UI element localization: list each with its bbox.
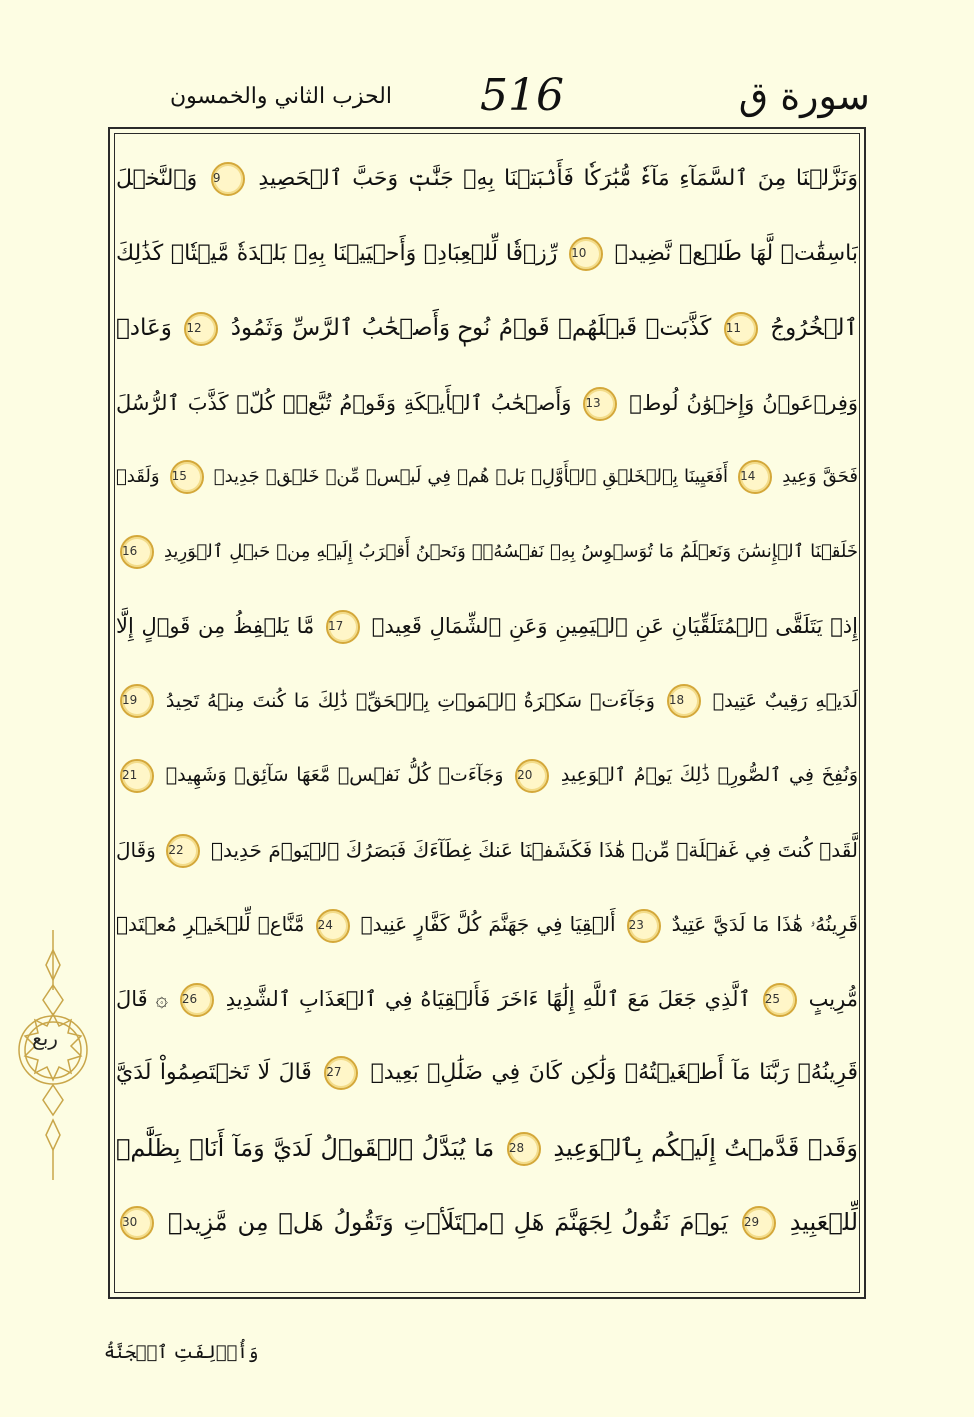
ayah-number-marker: 23 (627, 909, 661, 943)
page-header (110, 70, 870, 125)
verse-text: وَقَدۡ قَدَّمۡتُ إِلَيۡكُم بِٱلۡوَعِيدِ (553, 1133, 858, 1162)
verse-text: قَالَ لَا تَخۡتَصِمُواْ لَدَيَّ (116, 1060, 312, 1085)
verse-line (116, 664, 858, 739)
verse-text: لِّلۡعَبِيدِ (789, 1208, 858, 1236)
verse-text: وَلَقَدۡ (116, 466, 160, 487)
ayah-number-marker: 29 (742, 1206, 776, 1240)
ayah-number-marker: 14 (738, 460, 772, 494)
rub-ornament-icon (8, 930, 98, 1180)
ayah-number-marker: 18 (667, 684, 701, 718)
ayah-number-marker: 30 (120, 1206, 154, 1240)
verse-text: وَنُفِخَ فِي ٱلصُّورِۚ ذَٰلِكَ يَوۡمُ ٱلۡوَعِيدِ (560, 764, 858, 786)
verse-text: كَذَّبَتۡ قَبۡلَهُمۡ قَوۡمُ نُوحٖ وَأَصۡحَٰبُ ٱلرَّسِّ وَثَمُودُ (230, 315, 712, 341)
verse-text: أَلۡقِيَا فِي جَهَنَّمَ كُلَّ كَفَّارٍ عَنِيدٖ (360, 912, 616, 936)
verse-text: مُّرِيبٍ (808, 986, 858, 1011)
verse-text: لَّقَدۡ كُنتَ فِي غَفۡلَةٖ مِّنۡ هَٰذَا فَكَشَفۡنَا عَنكَ غِطَآءَكَ فَبَصَرُكَ ٱلۡيَوۡمَ حَدِيدٞ (210, 837, 858, 862)
verse-text: ٱلَّذِي جَعَلَ مَعَ ٱللَّهِ إِلَٰهًا ءَاخَرَ فَأَلۡقِيَاهُ فِي ٱلۡعَذَابِ ٱلشَّدِيدِ (225, 986, 751, 1011)
verse-text: رِّزۡقٗا لِّلۡعِبَادِۖ وَأَحۡيَيۡنَا بِهِۦ بَلۡدَةٗ مَّيۡتٗاۚ كَذَٰلِكَ (116, 240, 558, 266)
verse-text: وَجَآءَتۡ سَكۡرَةُ ٱلۡمَوۡتِ بِٱلۡحَقِّۖ ذَٰلِكَ مَا كُنتَ مِنۡهُ تَحِيدُ (165, 689, 655, 712)
verse-text: وَجَآءَتۡ كُلُّ نَفۡسٖ مَّعَهَا سَآئِقٞ وَشَهِيدٞ (165, 764, 504, 786)
ayah-number-marker: 26 (180, 983, 214, 1017)
surah-name: سورة ق (738, 74, 870, 118)
ayah-number-marker: 11 (724, 312, 758, 346)
verse-line (116, 515, 858, 590)
verse-line (116, 142, 858, 217)
verse-text: بَاسِقَٰتٖ لَّهَا طَلۡعٞ نَّضِيدٞ (614, 240, 858, 266)
verse-text: لَدَيۡهِ رَقِيبٌ عَتِيدٞ (712, 689, 858, 712)
ayah-number-marker: 28 (507, 1132, 541, 1166)
ayah-number-marker: 15 (170, 460, 204, 494)
verse-text: ٱلۡخُرُوجُ (770, 315, 858, 341)
verse-text: مَّا يَلۡفِظُ مِن قَوۡلٍ إِلَّا (116, 614, 315, 638)
verse-line (116, 440, 858, 515)
ayah-number-marker: 27 (324, 1056, 358, 1090)
verse-text: خَلَقۡنَا ٱلۡإِنسَٰنَ وَنَعۡلَمُ مَا تُوَسۡوِسُ بِهِۦ نَفۡسُهُۥۖ وَنَحۡنُ أَقۡرَبُ إِلَيۡهِ مِنۡ حَبۡلِ ٱلۡوَرِيدِ (163, 540, 858, 562)
verse-line (116, 738, 858, 813)
verse-text: وَفِرۡعَوۡنُ وَإِخۡوَٰنُ لُوطٖ (629, 390, 858, 415)
verse-line (116, 217, 858, 292)
verse-text: إِذۡ يَتَلَقَّى ٱلۡمُتَلَقِّيَانِ عَنِ ٱلۡيَمِينِ وَعَنِ ٱلشِّمَالِ قَعِيدٞ (371, 614, 858, 638)
ayah-number-marker: 17 (326, 610, 360, 644)
ayah-number-marker: 24 (316, 909, 350, 943)
verse-text: وَأَصۡحَٰبُ ٱلۡأَيۡكَةِ وَقَوۡمُ تُبَّعٖۚ كُلّٞ كَذَّبَ ٱلرُّسُلَ (116, 390, 572, 415)
ayah-number-marker: 10 (569, 237, 603, 271)
verse-text: مَّنَّاعٖ لِّلۡخَيۡرِ مُعۡتَدٖ (116, 912, 305, 936)
verse-text: وَعَادٞ (116, 315, 172, 341)
hizb-label: الحزب الثاني والخمسون (170, 84, 392, 109)
verse-text: فَحَقَّ وَعِيدِ (782, 466, 858, 487)
verse-line (116, 1185, 858, 1260)
verse-line (116, 887, 858, 962)
verse-text: أَفَعَيِينَا بِٱلۡخَلۡقِ ٱلۡأَوَّلِۚ بَلۡ هُمۡ فِي لَبۡسٖ مِّنۡ خَلۡقٖ جَدِيدٖ (213, 466, 729, 487)
verse-line (116, 291, 858, 366)
verse-text: وَقَالَ (116, 837, 156, 862)
verse-line (116, 962, 858, 1037)
verse-line (116, 813, 858, 888)
verse-lines (116, 142, 858, 1260)
verse-text: ۞ قَالَ (116, 986, 168, 1011)
verse-line (116, 1111, 858, 1186)
verse-line (116, 1036, 858, 1111)
page-number: 516 (480, 70, 564, 121)
ayah-number-marker: 21 (120, 759, 154, 793)
verse-text: وَٱلنَّخۡلَ (116, 166, 198, 191)
verse-text: يَوۡمَ نَقُولُ لِجَهَنَّمَ هَلِ ٱمۡتَلَأۡتِ وَتَقُولُ هَلۡ مِن مَّزِيدٖ (167, 1208, 728, 1236)
verse-text: وَنَزَّلۡنَا مِنَ ٱلسَّمَآءِ مَآءٗ مُّبَٰرَكٗا فَأَنۢبَتۡنَا بِهِۦ جَنَّٰتٖ وَحَبَّ ٱلۡحَصِيدِ (258, 166, 858, 191)
ayah-number-marker: 25 (763, 983, 797, 1017)
ayah-number-marker: 9 (211, 162, 245, 196)
verse-text: قَرِينُهُۥ رَبَّنَا مَآ أَطۡغَيۡتُهُۥ وَلَٰكِن كَانَ فِي ضَلَٰلِۭ بَعِيدٖ (370, 1060, 858, 1085)
verse-line (116, 589, 858, 664)
ayah-number-marker: 13 (583, 387, 617, 421)
rub-label: ربع (32, 1026, 58, 1050)
verse-text: قَرِينُهُۥ هَٰذَا مَا لَدَيَّ عَتِيدٌ (671, 912, 858, 936)
ayah-number-marker: 12 (184, 312, 218, 346)
verse-line (116, 366, 858, 441)
catchword: وَأُزۡلِفَتِ ٱلۡجَنَّةُ (104, 1342, 259, 1363)
ayah-number-marker: 16 (120, 535, 154, 569)
ayah-number-marker: 19 (120, 684, 154, 718)
verse-text: مَا يُبَدَّلُ ٱلۡقَوۡلُ لَدَيَّ وَمَآ أَنَا۠ بِظَلَّٰمٖ (116, 1133, 495, 1162)
ayah-number-marker: 20 (515, 759, 549, 793)
ayah-number-marker: 22 (166, 834, 200, 868)
